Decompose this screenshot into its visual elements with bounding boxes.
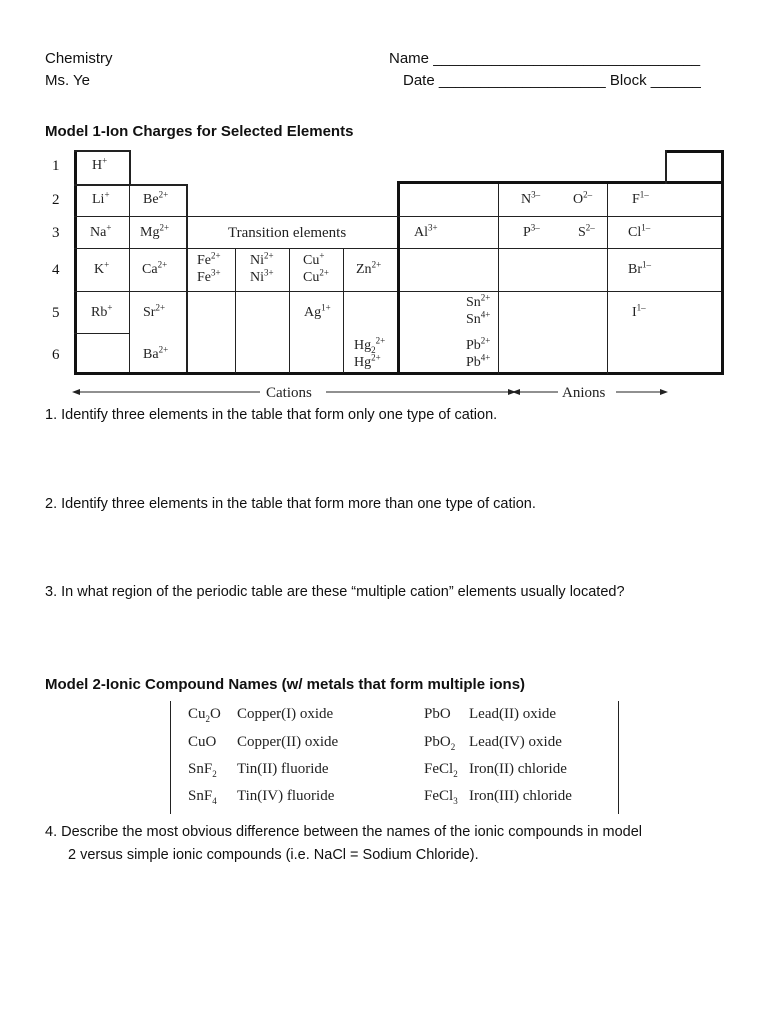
date-blank: ____________________ (438, 72, 606, 89)
date-label: Date (403, 72, 435, 89)
ion-Sn: $Sn^{2+}$ $Sn^{4+}$ (466, 292, 491, 327)
ion-Hg: $Hg_2^{2+}$ $Hg^{2+}$ (354, 335, 386, 370)
table-border (74, 216, 399, 217)
table-border (665, 150, 667, 184)
ion-Zn: $Zn^{2+}$ (356, 259, 382, 277)
name-blank: ________________________________ (433, 50, 701, 67)
table-border (74, 333, 130, 334)
compound-name: Copper(II) oxide (237, 734, 339, 750)
table-border (186, 333, 187, 334)
table-border (343, 248, 344, 373)
ion-Br: $Br^{1-}$ (628, 259, 651, 277)
model1-title: Model 1-Ion Charges for Selected Elements (45, 123, 354, 140)
question-3: 3. In what region of the periodic table are these “multiple cation” elements usually located? (45, 584, 625, 600)
ion-Ca: $Ca^{2+}$ (142, 259, 168, 277)
table-border (235, 248, 236, 373)
compound-formula: $Cu_2O$ (188, 706, 221, 724)
cations-label: Cations (266, 385, 312, 401)
model2-title: Model 2-Ionic Compound Names (w/ metals that form multiple ions) (45, 676, 526, 693)
ion-I: $I^{1-}$ (632, 302, 646, 320)
ion-Pb: $Pb^{2+}$ $Pb^{4+}$ (466, 335, 491, 370)
ion-S: $S^{2-}$ (578, 222, 595, 240)
ion-Li: Li+ (92, 189, 110, 207)
ion-Ba: $Ba^{2+}$ (143, 344, 169, 362)
ion-Sr: $Sr^{2+}$ (143, 302, 166, 320)
table-border (397, 216, 724, 217)
compound-name: Tin(II) fluoride (237, 761, 329, 777)
compound-formula: FeCl$_2$ (424, 761, 458, 779)
compound-name: Lead(IV) oxide (469, 734, 562, 750)
row-number: 4 (52, 262, 60, 278)
row-number: 5 (52, 305, 60, 321)
table-border (397, 181, 400, 375)
ion-Rb: Rb+ (91, 302, 113, 320)
ion-O: $O^{2-}$ (573, 189, 593, 207)
compound-name: Copper(I) oxide (237, 706, 334, 722)
compound-formula: CuO (188, 734, 217, 750)
ion-Mg: $Mg^{2+}$ (140, 222, 170, 240)
table-border (186, 184, 188, 374)
ion-F: $F^{1-}$ (632, 189, 649, 207)
teacher-label: Ms. Ye (45, 72, 91, 89)
table-border (129, 184, 130, 374)
row-number: 3 (52, 225, 60, 241)
table-border (607, 184, 608, 374)
question-4-cont: 2 versus simple ionic compounds (i.e. NaCl = Sodium Chloride). (68, 847, 479, 863)
ion-N: $N^{3-}$ (521, 189, 541, 207)
compound-formula: SnF$_4$ (188, 788, 217, 806)
row-number: 6 (52, 347, 60, 363)
name-label: Name (389, 50, 430, 67)
name-field[interactable] (389, 48, 700, 70)
compound-formula: FeCl$_3$ (424, 788, 458, 806)
ion-Na: Na+ (90, 222, 112, 240)
table-border (498, 184, 499, 374)
ion-Be: $Be^{2+}$ (143, 189, 169, 207)
ion-Cl: $Cl^{1-}$ (628, 222, 651, 240)
ion-P: $P^{3-}$ (523, 222, 540, 240)
table-border (289, 248, 290, 373)
compound-formula: SnF$_2$ (188, 761, 217, 779)
ion-H: H+ (92, 155, 108, 173)
compound-formula: PbO (424, 706, 451, 722)
row-number: 2 (52, 192, 60, 208)
compound-name: Iron(III) chloride (469, 788, 572, 804)
transition-label: Transition elements (228, 225, 347, 241)
compound-name: Lead(II) oxide (469, 706, 557, 722)
compound-name: Iron(II) chloride (469, 761, 567, 777)
table-border (74, 184, 187, 186)
table-border (721, 150, 724, 375)
question-1: 1. Identify three elements in the table that form only one type of cation. (45, 407, 498, 423)
table-border (170, 701, 171, 814)
block-label: Block (609, 72, 647, 89)
course-label: Chemistry (45, 50, 113, 67)
ion-Ag: $Ag^{1+}$ (304, 302, 331, 320)
table-border (129, 150, 131, 185)
ion-Fe: $Fe^{2+}$ $Fe^{3+}$ (197, 250, 221, 285)
question-4: 4. Describe the most obvious difference between the names of the ionic compounds in model (45, 824, 642, 840)
ion-Cu: Cu+ $Cu^{2+}$ (303, 250, 329, 285)
question-2: 2. Identify three elements in the table that form more than one type of cation. (45, 496, 536, 512)
row-number: 1 (52, 158, 60, 174)
table-border (618, 701, 619, 814)
anions-label: Anions (562, 385, 606, 401)
compound-formula: PbO$_2$ (424, 734, 456, 752)
table-border (665, 150, 724, 153)
ion-K: K+ (94, 259, 110, 277)
table-border (397, 181, 724, 184)
ion-Ni: $Ni^{2+}$ $Ni^{3+}$ (250, 250, 274, 285)
compound-name: Tin(IV) fluoride (237, 788, 335, 804)
block-blank: ______ (650, 72, 701, 89)
date-block-field[interactable] (403, 70, 701, 92)
ion-Al: $Al^{3+}$ (414, 222, 438, 240)
table-border (74, 150, 130, 152)
